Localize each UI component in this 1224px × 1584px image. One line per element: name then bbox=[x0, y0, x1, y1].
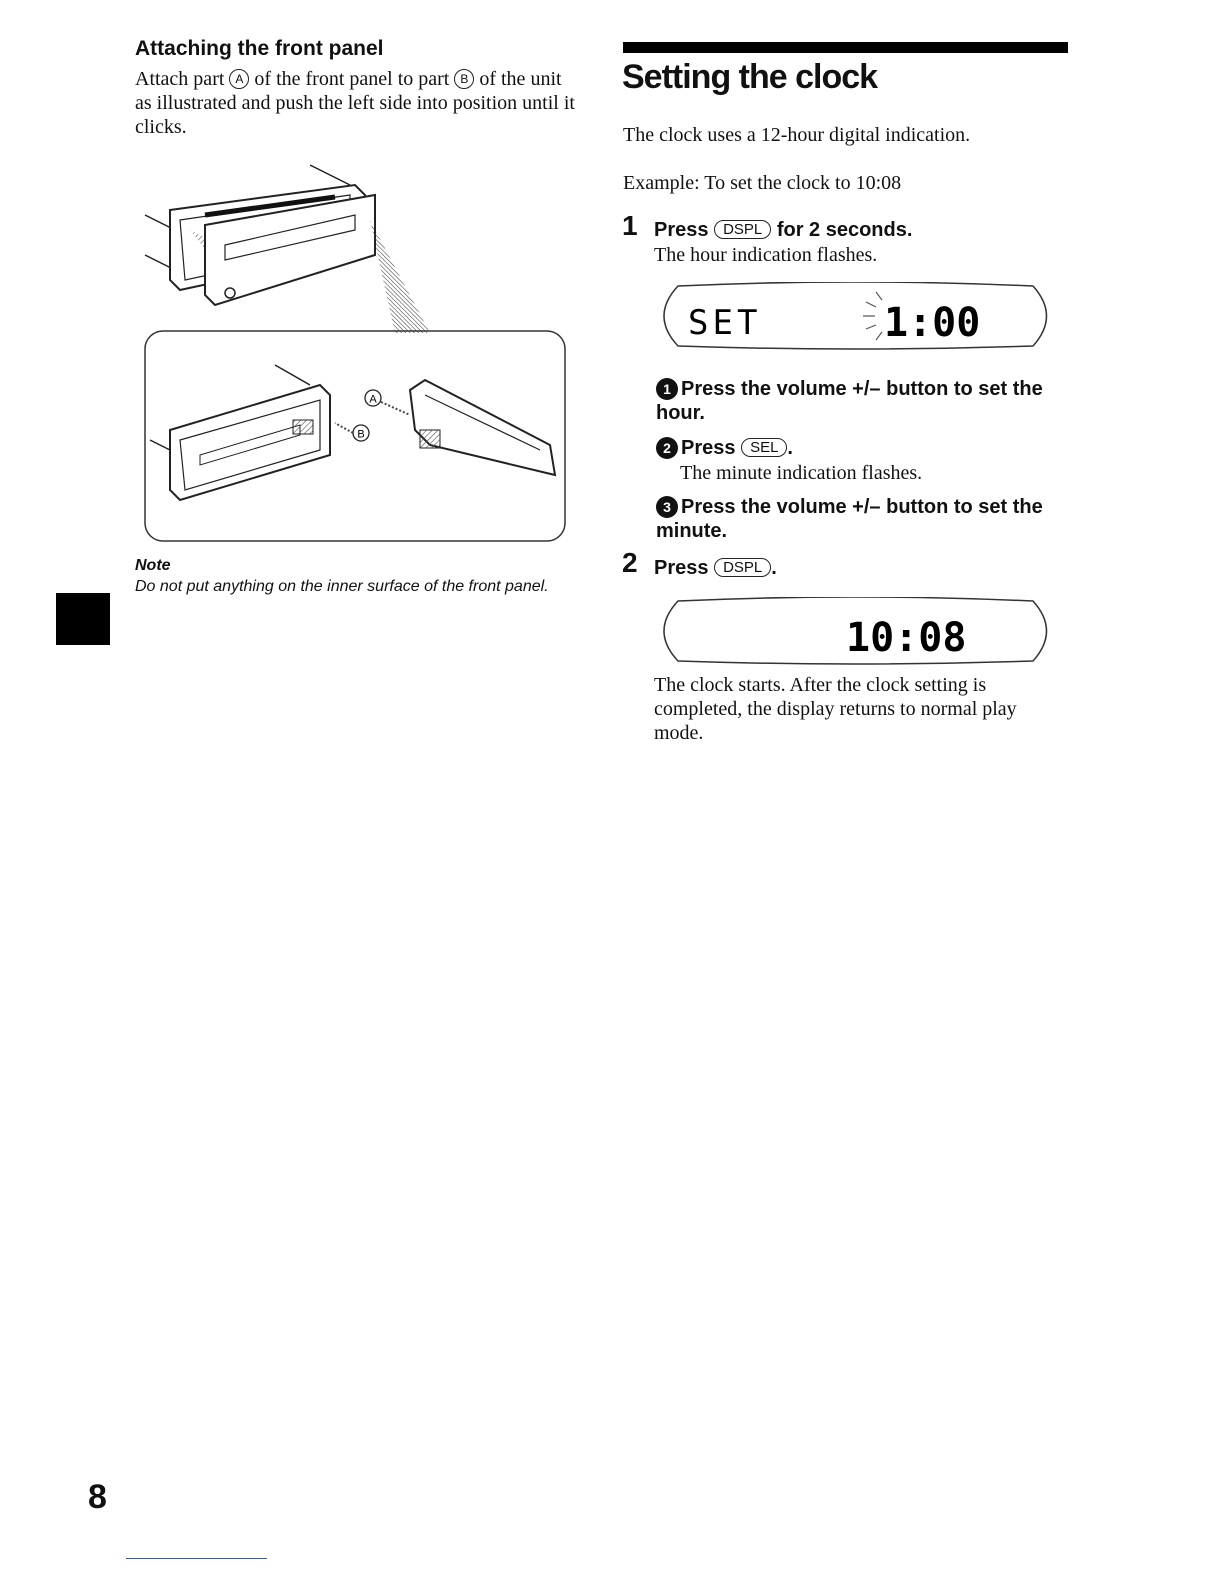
page-number: 8 bbox=[88, 1478, 107, 1516]
sel-key: SEL bbox=[741, 438, 787, 457]
display-hour-digits: 1:00 bbox=[884, 300, 981, 346]
dspl-key-2: DSPL bbox=[714, 558, 771, 577]
substep-1-number: 1 bbox=[656, 378, 678, 400]
closing-text: The clock starts. After the clock setting is completed, the display returns to normal play mode. bbox=[654, 674, 1017, 744]
section-rule bbox=[623, 42, 1068, 53]
note-label: Note bbox=[135, 557, 171, 574]
intro-text: The clock uses a 12-hour digital indication. bbox=[623, 124, 971, 146]
substep-1-text: Press the volume +/– button to set the hour. bbox=[656, 378, 1043, 424]
illustration-label-b: B bbox=[357, 428, 365, 441]
step-2-post: . bbox=[771, 557, 777, 579]
step-1-post: for 2 seconds. bbox=[776, 219, 913, 241]
lcd-display-clock bbox=[648, 597, 1058, 665]
substep-1 bbox=[656, 377, 1056, 425]
step-1-desc: The hour indication flashes. bbox=[654, 244, 878, 266]
illustration-label-a: A bbox=[369, 393, 377, 406]
part-b-mark: B bbox=[454, 69, 474, 89]
attach-text-3: of the unit as illustrated and push the left side into position until it clicks. bbox=[135, 68, 575, 138]
substep-3-number: 3 bbox=[656, 496, 678, 518]
front-panel-illustration bbox=[130, 155, 580, 555]
display-clock-digits: 10:08 bbox=[846, 615, 967, 661]
dspl-key: DSPL bbox=[714, 220, 771, 239]
part-a-mark: A bbox=[229, 69, 249, 89]
display-set-label: SET bbox=[688, 303, 762, 343]
left-heading: Attaching the front panel bbox=[135, 37, 384, 60]
step-1-number: 1 bbox=[622, 210, 638, 241]
substep-2 bbox=[656, 436, 793, 460]
step-2-number: 2 bbox=[622, 547, 638, 578]
substep-3-text: Press the volume +/– button to set the minute. bbox=[656, 496, 1043, 542]
substep-2-number: 2 bbox=[656, 437, 678, 459]
step-1-heading bbox=[654, 218, 912, 242]
attach-instructions bbox=[135, 67, 580, 139]
section-title: Setting the clock bbox=[622, 58, 878, 96]
attach-text-1: Attach part bbox=[135, 68, 230, 90]
footer-rule bbox=[126, 1558, 267, 1559]
substep-2-desc: The minute indication flashes. bbox=[680, 462, 923, 484]
attach-text-2: of the front panel to part bbox=[249, 68, 455, 90]
example-text: Example: To set the clock to 10:08 bbox=[623, 172, 902, 194]
substep-2-pre: Press bbox=[681, 437, 736, 459]
substep-2-post: . bbox=[787, 437, 793, 459]
section-tab-marker bbox=[56, 593, 110, 645]
step-1-pre: Press bbox=[654, 219, 709, 241]
note-text: Do not put anything on the inner surface of the front panel. bbox=[135, 578, 549, 595]
lcd-display-set bbox=[648, 282, 1058, 350]
step-2-pre: Press bbox=[654, 557, 709, 579]
step-2-heading bbox=[654, 556, 777, 580]
substep-3 bbox=[656, 495, 1056, 543]
